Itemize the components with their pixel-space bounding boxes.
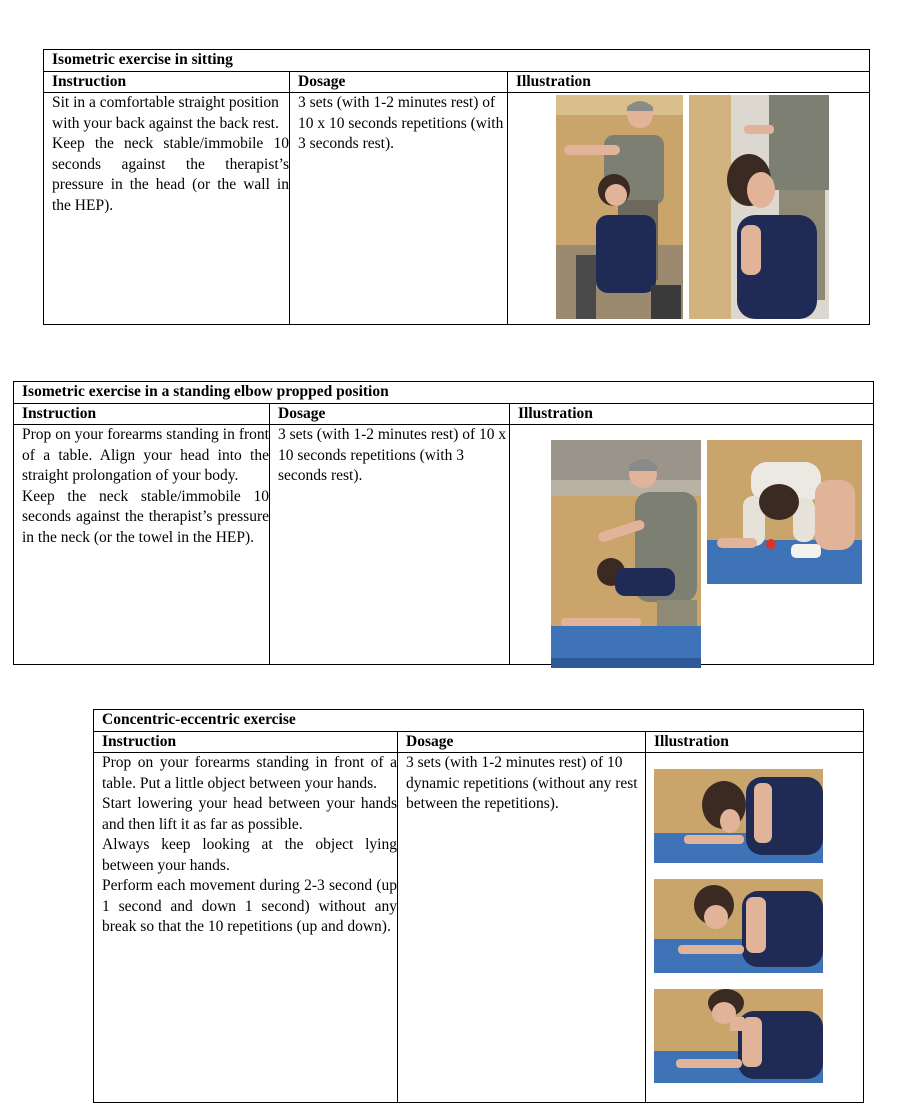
- illustration-header: Illustration: [646, 731, 864, 753]
- illustration-cell: [646, 753, 864, 1103]
- dosage-cell: [290, 93, 508, 325]
- instruction-header: Instruction: [94, 731, 398, 753]
- table-title: Concentric-eccentric exercise: [94, 710, 864, 732]
- therapist-pressing-neck-photo: [551, 440, 701, 668]
- head-lowered-photo: [654, 769, 823, 863]
- head-middle-photo: [654, 879, 823, 973]
- illustration-cell: [510, 425, 874, 665]
- instruction-paragraph: Sit in a comfortable straight position with your back against the back rest.: [52, 94, 279, 132]
- instruction-paragraph: Start lowering your head between your hands and then lift it as far as possible.: [102, 795, 397, 833]
- instruction-paragraph: Keep the neck stable/immobile 10 seconds against the therapist’s pressure in the head (or the wall in the HEP).: [52, 135, 289, 214]
- instruction-cell: [94, 753, 398, 1103]
- exercise-table-concentric-eccentric: [93, 709, 864, 1103]
- towel-on-neck-photo: [707, 440, 862, 584]
- illustration-header: Illustration: [508, 71, 870, 93]
- dosage-cell: [270, 425, 510, 665]
- dosage-text: 3 sets (with 1-2 minutes rest) of 10 x 10 seconds repetitions (with 3 seconds rest).: [278, 426, 507, 484]
- dosage-cell: [398, 753, 646, 1103]
- dosage-header: Dosage: [270, 403, 510, 425]
- head-against-wall-photo: [689, 95, 829, 319]
- therapist-pressing-head-photo: [556, 95, 683, 319]
- exercise-table-sitting: [43, 49, 870, 325]
- instruction-paragraph: Keep the neck stable/immobile 10 seconds against the therapist’s pressure in the neck (or the towel in the HEP).: [22, 487, 269, 546]
- instruction-header: Instruction: [14, 403, 270, 425]
- head-lifted-photo: [654, 989, 823, 1083]
- dosage-header: Dosage: [290, 71, 508, 93]
- illustration-header: Illustration: [510, 403, 874, 425]
- exercise-table-standing-elbow-propped: [13, 381, 874, 665]
- instruction-paragraph: Prop on your forearms standing in front of a table. Put a little object between your hands.: [102, 754, 397, 792]
- instruction-paragraph: Perform each movement during 2-3 second (up 1 second and down 1 second) without any break so that the 10 repetitions (up and down).: [102, 877, 397, 935]
- instruction-cell: [44, 93, 290, 325]
- illustration-cell: [508, 93, 870, 325]
- instruction-cell: [14, 425, 270, 665]
- instruction-paragraph: Always keep looking at the object lying between your hands.: [102, 836, 397, 874]
- dosage-header: Dosage: [398, 731, 646, 753]
- dosage-text: 3 sets (with 1-2 minutes rest) of 10 dynamic repetitions (without any rest between the repetitions).: [406, 754, 638, 812]
- instruction-paragraph: Prop on your forearms standing in front of a table. Align your head into the straight prolongation of your body.: [22, 426, 269, 484]
- table-title: Isometric exercise in sitting: [44, 50, 870, 72]
- instruction-header: Instruction: [44, 71, 290, 93]
- table-title: Isometric exercise in a standing elbow propped position: [14, 382, 874, 404]
- dosage-text: 3 sets (with 1-2 minutes rest) of 10 x 10 seconds repetitions (with 3 seconds rest).: [298, 94, 504, 152]
